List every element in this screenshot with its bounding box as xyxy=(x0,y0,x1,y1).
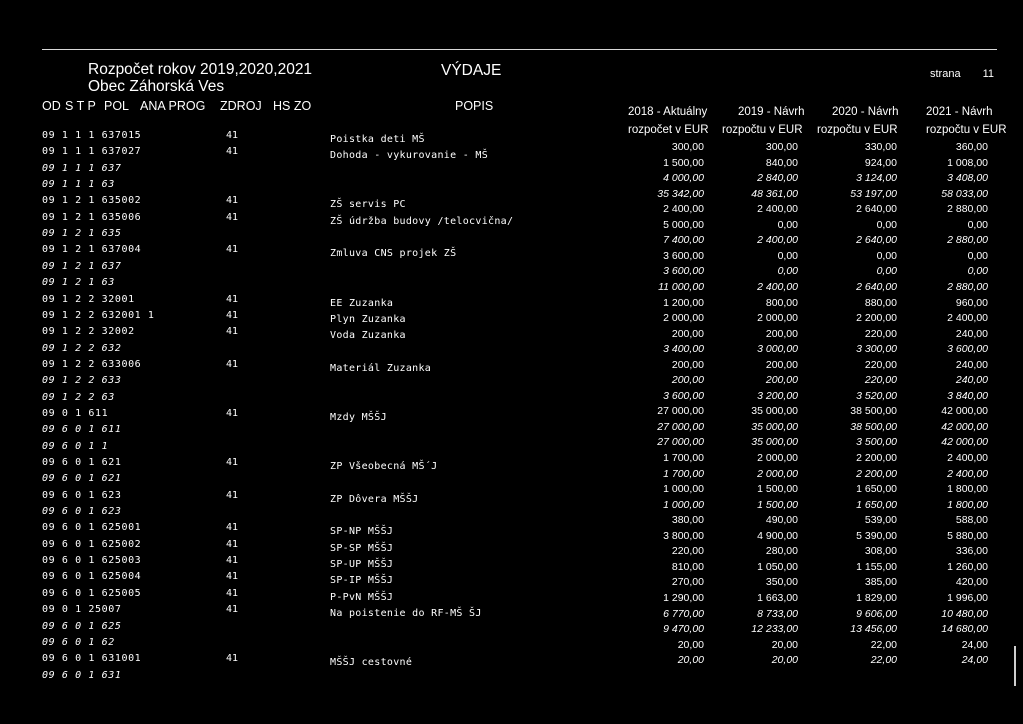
value-v2019: 35 000,00 xyxy=(751,420,798,433)
value-v2021: 42 000,00 xyxy=(941,420,988,433)
value-row xyxy=(0,309,1023,328)
row-popis: Materiál Zuzanka xyxy=(330,362,432,374)
value-v2020: 38 500,00 xyxy=(850,420,897,433)
value-v2021: 360,00 xyxy=(955,141,988,153)
value-row xyxy=(0,452,1023,468)
row-zdroj: 41 xyxy=(226,571,239,583)
row-code: 09 6 0 1 625 xyxy=(42,620,122,632)
value-v2020: 3 124,00 xyxy=(856,172,897,185)
row-popis: ZŠ servis PC xyxy=(330,199,406,211)
value-v2020: 1 829,00 xyxy=(856,591,897,604)
row-zdroj: 41 xyxy=(226,244,239,256)
value-v2021: 960,00 xyxy=(955,296,988,309)
row-code: 09 1 1 1 637027 xyxy=(42,146,142,158)
value-v2018: 1 290,00 xyxy=(663,591,704,604)
row-popis: MŠŠJ cestovné xyxy=(330,657,413,669)
value-v2019: 3 200,00 xyxy=(757,389,798,402)
row-popis: Poistka deti MŠ xyxy=(330,134,425,145)
col-header-2018-b: rozpočet v EUR xyxy=(628,124,709,136)
value-v2020: 2 200,00 xyxy=(856,467,897,480)
row-code: 09 6 0 1 623 xyxy=(42,506,122,518)
value-row xyxy=(0,390,1023,406)
row-code: 09 6 0 1 625004 xyxy=(42,571,142,583)
value-row xyxy=(0,343,1023,359)
value-v2019: 200,00 xyxy=(765,374,798,387)
row-zdroj: 41 xyxy=(226,457,239,468)
value-v2018: 27 000,00 xyxy=(657,436,704,449)
value-v2020: 13 456,00 xyxy=(850,623,897,636)
value-v2019: 0,00 xyxy=(777,249,798,262)
row-code: 09 1 2 2 632001 1 xyxy=(42,309,155,321)
value-v2019: 8 733,00 xyxy=(757,607,798,620)
page-subtitle: Obec Záhorská Ves xyxy=(88,78,225,95)
value-v2020: 3 520,00 xyxy=(856,389,897,402)
row-code: 09 6 0 1 625001 xyxy=(42,522,142,534)
margin-mark xyxy=(1014,646,1016,686)
value-row xyxy=(0,172,1023,191)
value-v2021: 336,00 xyxy=(955,545,988,558)
col-header-2020-a: 2020 - Návrh xyxy=(832,106,899,118)
value-v2020: 924,00 xyxy=(864,156,897,169)
row-code: 09 0 1 611 xyxy=(42,407,109,419)
row-code: 09 1 2 1 637004 xyxy=(42,244,142,256)
value-v2021: 2 400,00 xyxy=(947,312,988,325)
value-row xyxy=(0,265,1023,281)
value-v2021: 240,00 xyxy=(955,358,988,371)
col-header-od: OD xyxy=(42,99,61,113)
value-row xyxy=(0,250,1023,266)
value-row xyxy=(0,483,1023,499)
row-code: 09 1 2 2 32001 xyxy=(42,293,135,305)
value-v2019: 2 400,00 xyxy=(757,280,798,293)
value-v2021: 1 800,00 xyxy=(947,483,988,496)
value-row xyxy=(0,468,1023,484)
row-code: 09 6 0 1 625002 xyxy=(42,538,142,550)
value-v2018: 3 400,00 xyxy=(663,343,704,356)
row-code: 09 1 2 1 637 xyxy=(42,260,122,272)
value-v2018: 20,00 xyxy=(677,654,704,667)
col-header-2021-a: 2021 - Návrh xyxy=(926,106,993,118)
col-header-zdroj: ZDROJ xyxy=(220,99,262,113)
value-v2020: 308,00 xyxy=(864,545,897,558)
value-row xyxy=(0,234,1023,250)
value-v2021: 24,00 xyxy=(961,638,988,651)
value-v2021: 2 400,00 xyxy=(947,467,988,480)
value-v2019: 800,00 xyxy=(765,296,798,309)
section-title: VÝDAJE xyxy=(441,62,502,79)
row-code: 09 1 2 2 632 xyxy=(42,342,122,354)
value-v2021: 0,00 xyxy=(967,265,988,278)
row-zdroj: 41 xyxy=(226,407,239,419)
value-v2019: 200,00 xyxy=(765,327,798,340)
value-v2018: 270,00 xyxy=(671,576,704,589)
page-number: 11 xyxy=(982,68,994,80)
value-v2018: 27 000,00 xyxy=(657,420,704,433)
value-row xyxy=(0,654,1023,670)
row-popis: Plyn Zuzanka xyxy=(330,313,406,325)
row-code: 09 6 0 1 62 xyxy=(42,636,115,648)
col-header-2019-a: 2019 - Návrh xyxy=(738,106,805,118)
row-code: 09 6 0 1 625003 xyxy=(42,555,142,567)
row-popis: Na poistenie do RF-MŠ ŠJ xyxy=(330,608,482,620)
value-row xyxy=(0,561,1023,577)
col-header-2021-b: rozpočtu v EUR xyxy=(926,124,1007,136)
value-v2020: 9 606,00 xyxy=(856,607,897,620)
value-v2020: 22,00 xyxy=(870,654,897,667)
value-v2018: 810,00 xyxy=(671,560,704,573)
row-code: 09 1 1 1 637 xyxy=(42,162,122,174)
value-v2019: 2 000,00 xyxy=(757,312,798,325)
value-row xyxy=(0,297,1023,313)
value-v2018: 1 700,00 xyxy=(663,452,704,464)
value-v2020: 2 640,00 xyxy=(856,203,897,216)
value-v2019: 1 663,00 xyxy=(757,591,798,604)
value-v2019: 350,00 xyxy=(765,576,798,589)
row-zdroj: 41 xyxy=(226,653,239,665)
value-v2021: 24,00 xyxy=(961,654,988,667)
value-v2021: 1 008,00 xyxy=(947,156,988,169)
row-code: 09 6 0 1 631 xyxy=(42,669,122,681)
value-v2021: 1 260,00 xyxy=(947,560,988,573)
value-v2018: 6 770,00 xyxy=(663,607,704,620)
value-v2020: 220,00 xyxy=(864,358,897,371)
value-v2018: 3 600,00 xyxy=(663,249,704,262)
row-popis: SP-NP MŠŠJ xyxy=(330,526,394,538)
value-v2019: 48 361,00 xyxy=(751,187,798,200)
value-v2018: 9 470,00 xyxy=(663,623,704,636)
value-v2021: 2 880,00 xyxy=(947,280,988,293)
value-v2020: 330,00 xyxy=(864,141,897,153)
row-code: 09 6 0 1 631001 xyxy=(42,653,142,665)
row-zdroj: 41 xyxy=(226,309,239,321)
row-popis: SP-SP MŠŠJ xyxy=(330,542,394,554)
col-header-stp: S T P xyxy=(65,99,96,113)
value-v2021: 3 600,00 xyxy=(947,343,988,356)
top-rule xyxy=(42,49,997,50)
value-v2018: 2 000,00 xyxy=(663,312,704,325)
value-v2020: 0,00 xyxy=(876,218,897,231)
row-code: 09 1 2 2 633006 xyxy=(42,358,142,370)
value-v2019: 200,00 xyxy=(765,358,798,371)
value-v2019: 0,00 xyxy=(777,218,798,231)
value-v2021: 3 840,00 xyxy=(947,389,988,402)
value-v2019: 4 900,00 xyxy=(757,529,798,542)
value-v2020: 0,00 xyxy=(876,265,897,278)
value-v2019: 280,00 xyxy=(765,545,798,558)
value-v2021: 10 480,00 xyxy=(941,607,988,620)
value-v2019: 840,00 xyxy=(765,156,798,169)
value-v2021: 420,00 xyxy=(955,576,988,589)
row-popis: Mzdy MŠŠJ xyxy=(330,411,387,423)
value-v2020: 2 640,00 xyxy=(856,280,897,293)
value-v2018: 200,00 xyxy=(671,327,704,340)
value-v2020: 1 650,00 xyxy=(856,498,897,511)
value-v2020: 220,00 xyxy=(864,374,897,387)
value-v2018: 3 800,00 xyxy=(663,529,704,542)
row-popis: SP-UP MŠŠJ xyxy=(330,559,394,571)
value-v2021: 0,00 xyxy=(967,218,988,231)
row-popis: EE Zuzanka xyxy=(330,297,394,309)
value-v2020: 2 200,00 xyxy=(856,452,897,464)
value-v2020: 2 200,00 xyxy=(856,312,897,325)
row-zdroj: 41 xyxy=(226,211,239,223)
value-v2020: 38 500,00 xyxy=(850,405,897,418)
value-v2020: 5 390,00 xyxy=(856,529,897,542)
value-row xyxy=(0,576,1023,592)
row-code: 09 6 0 1 611 xyxy=(42,424,122,436)
value-v2019: 35 000,00 xyxy=(751,436,798,449)
value-v2019: 2 400,00 xyxy=(757,234,798,247)
value-v2019: 1 500,00 xyxy=(757,483,798,496)
col-header-pol: POL xyxy=(104,99,130,113)
value-v2019: 1 050,00 xyxy=(757,560,798,573)
row-popis: ZŠ údržba budovy /telocvična/ xyxy=(330,215,514,227)
value-v2019: 3 000,00 xyxy=(757,343,798,356)
col-header-2020-b: rozpočtu v EUR xyxy=(817,124,898,136)
value-v2021: 2 880,00 xyxy=(947,234,988,247)
value-v2020: 3 500,00 xyxy=(856,436,897,449)
row-code: 09 6 0 1 621 xyxy=(42,473,122,485)
row-code: 09 6 0 1 625005 xyxy=(42,587,142,599)
value-v2018: 1 500,00 xyxy=(663,156,704,169)
row-zdroj: 41 xyxy=(226,326,239,338)
value-v2021: 0,00 xyxy=(967,249,988,262)
value-row xyxy=(0,636,1023,655)
value-v2018: 220,00 xyxy=(671,545,704,558)
row-zdroj: 41 xyxy=(226,195,239,207)
row-zdroj: 41 xyxy=(226,489,239,501)
value-row xyxy=(0,620,1023,639)
value-row xyxy=(0,530,1023,546)
value-v2018: 1 000,00 xyxy=(663,483,704,496)
row-zdroj: 41 xyxy=(226,358,239,370)
row-zdroj: 41 xyxy=(226,293,239,305)
row-popis: Voda Zuzanka xyxy=(330,330,406,342)
page-indicator xyxy=(930,68,994,80)
row-code: 09 6 0 1 1 xyxy=(42,440,109,452)
value-v2019: 35 000,00 xyxy=(751,405,798,418)
value-v2020: 0,00 xyxy=(876,249,897,262)
value-row xyxy=(0,592,1023,608)
value-row xyxy=(0,141,1023,157)
row-popis: ZP Dôvera MŠŠJ xyxy=(330,493,419,505)
value-v2019: 0,00 xyxy=(777,265,798,278)
value-v2021: 42 000,00 xyxy=(941,436,988,449)
row-popis: P-PvN MŠŠJ xyxy=(330,591,394,603)
value-v2019: 2 000,00 xyxy=(757,467,798,480)
row-zdroj: 41 xyxy=(226,538,239,550)
page-label: strana xyxy=(930,68,961,80)
value-v2021: 240,00 xyxy=(955,374,988,387)
row-code: 09 1 2 2 63 xyxy=(42,391,115,403)
value-v2019: 2 400,00 xyxy=(757,203,798,216)
value-v2018: 3 600,00 xyxy=(663,389,704,402)
value-v2019: 300,00 xyxy=(765,141,798,153)
row-popis: Dohoda - vykurovanie - MŠ xyxy=(330,150,489,162)
row-code: 09 0 1 25007 xyxy=(42,604,122,616)
value-row xyxy=(0,436,1023,452)
value-v2018: 1 700,00 xyxy=(663,467,704,480)
value-v2018: 200,00 xyxy=(671,374,704,387)
value-v2019: 490,00 xyxy=(765,514,798,527)
value-v2021: 3 408,00 xyxy=(947,172,988,185)
value-v2019: 20,00 xyxy=(771,654,798,667)
value-v2021: 1 996,00 xyxy=(947,591,988,604)
value-v2018: 300,00 xyxy=(671,141,704,153)
row-code: 09 6 0 1 623 xyxy=(42,489,122,501)
value-row xyxy=(0,157,1023,173)
row-code: 09 1 2 1 63 xyxy=(42,277,115,289)
value-row xyxy=(0,421,1023,437)
value-v2018: 3 600,00 xyxy=(663,265,704,278)
value-v2018: 27 000,00 xyxy=(657,405,704,418)
value-v2018: 380,00 xyxy=(671,514,704,527)
value-row xyxy=(0,359,1023,375)
row-popis: Zmluva CNS projek ZŠ xyxy=(330,248,457,260)
row-code: 09 1 2 2 32002 xyxy=(42,326,135,338)
row-code: 09 1 2 1 635 xyxy=(42,228,122,240)
row-zdroj: 41 xyxy=(226,587,239,599)
value-v2018: 200,00 xyxy=(671,358,704,371)
col-header-hszo: HS ZO xyxy=(273,99,312,113)
value-v2020: 1 650,00 xyxy=(856,483,897,496)
value-v2020: 1 155,00 xyxy=(856,560,897,573)
row-zdroj: 41 xyxy=(226,522,239,534)
value-v2020: 220,00 xyxy=(864,327,897,340)
value-v2021: 42 000,00 xyxy=(941,405,988,418)
value-v2020: 2 640,00 xyxy=(856,234,897,247)
value-v2021: 2 400,00 xyxy=(947,452,988,464)
value-v2019: 12 233,00 xyxy=(751,623,798,636)
row-zdroj: 41 xyxy=(226,146,239,158)
value-v2019: 2 000,00 xyxy=(757,452,798,464)
value-v2021: 2 880,00 xyxy=(947,203,988,216)
value-v2021: 14 680,00 xyxy=(941,623,988,636)
col-header-popis: POPIS xyxy=(455,99,494,113)
value-v2021: 1 800,00 xyxy=(947,498,988,511)
value-v2020: 53 197,00 xyxy=(850,187,897,200)
value-v2020: 385,00 xyxy=(864,576,897,589)
value-row xyxy=(0,405,1023,421)
value-v2018: 20,00 xyxy=(677,638,704,651)
value-row xyxy=(0,498,1023,518)
value-v2021: 58 033,00 xyxy=(941,187,988,200)
value-v2020: 880,00 xyxy=(864,296,897,309)
value-v2021: 240,00 xyxy=(955,327,988,340)
row-code: 09 1 1 1 63 xyxy=(42,179,115,191)
row-code: 09 1 2 2 633 xyxy=(42,375,122,387)
value-v2018: 7 400,00 xyxy=(663,234,704,247)
row-zdroj: 41 xyxy=(226,130,239,141)
value-v2018: 5 000,00 xyxy=(663,218,704,231)
value-v2019: 2 840,00 xyxy=(757,172,798,185)
value-v2018: 2 400,00 xyxy=(663,203,704,216)
value-v2018: 11 000,00 xyxy=(658,280,704,293)
value-row xyxy=(0,328,1023,344)
value-v2018: 35 342,00 xyxy=(657,187,704,200)
row-popis: SP-IP MŠŠJ xyxy=(330,575,394,587)
row-zdroj: 41 xyxy=(226,604,239,616)
value-row xyxy=(0,203,1023,219)
value-v2021: 588,00 xyxy=(955,514,988,527)
value-row xyxy=(0,514,1023,530)
value-v2018: 4 000,00 xyxy=(663,172,704,185)
row-popis: ZP Všeobecná MŠ´J xyxy=(330,461,438,472)
row-code: 09 6 0 1 621 xyxy=(42,457,122,468)
value-v2018: 1 000,00 xyxy=(663,498,704,511)
value-v2020: 22,00 xyxy=(870,638,897,651)
row-code: 09 1 2 1 635002 xyxy=(42,195,142,207)
value-v2020: 539,00 xyxy=(864,514,897,527)
col-header-2018-a: 2018 - Aktuálny xyxy=(628,106,708,118)
row-code: 09 1 2 1 635006 xyxy=(42,211,142,223)
table-row xyxy=(0,670,1023,686)
row-zdroj: 41 xyxy=(226,555,239,567)
value-row xyxy=(0,374,1023,390)
row-code: 09 1 1 1 637015 xyxy=(42,130,142,141)
value-v2018: 1 200,00 xyxy=(663,296,704,309)
value-v2020: 3 300,00 xyxy=(856,343,897,356)
col-header-2019-b: rozpočtu v EUR xyxy=(722,124,803,136)
value-v2019: 20,00 xyxy=(771,638,798,651)
value-row xyxy=(0,219,1023,235)
value-v2021: 5 880,00 xyxy=(947,529,988,542)
col-header-anaprog: ANA PROG xyxy=(140,99,206,113)
value-row xyxy=(0,608,1023,624)
page-title: Rozpočet rokov 2019,2020,2021 xyxy=(88,61,313,78)
value-row xyxy=(0,281,1023,297)
value-v2019: 1 500,00 xyxy=(757,498,798,511)
